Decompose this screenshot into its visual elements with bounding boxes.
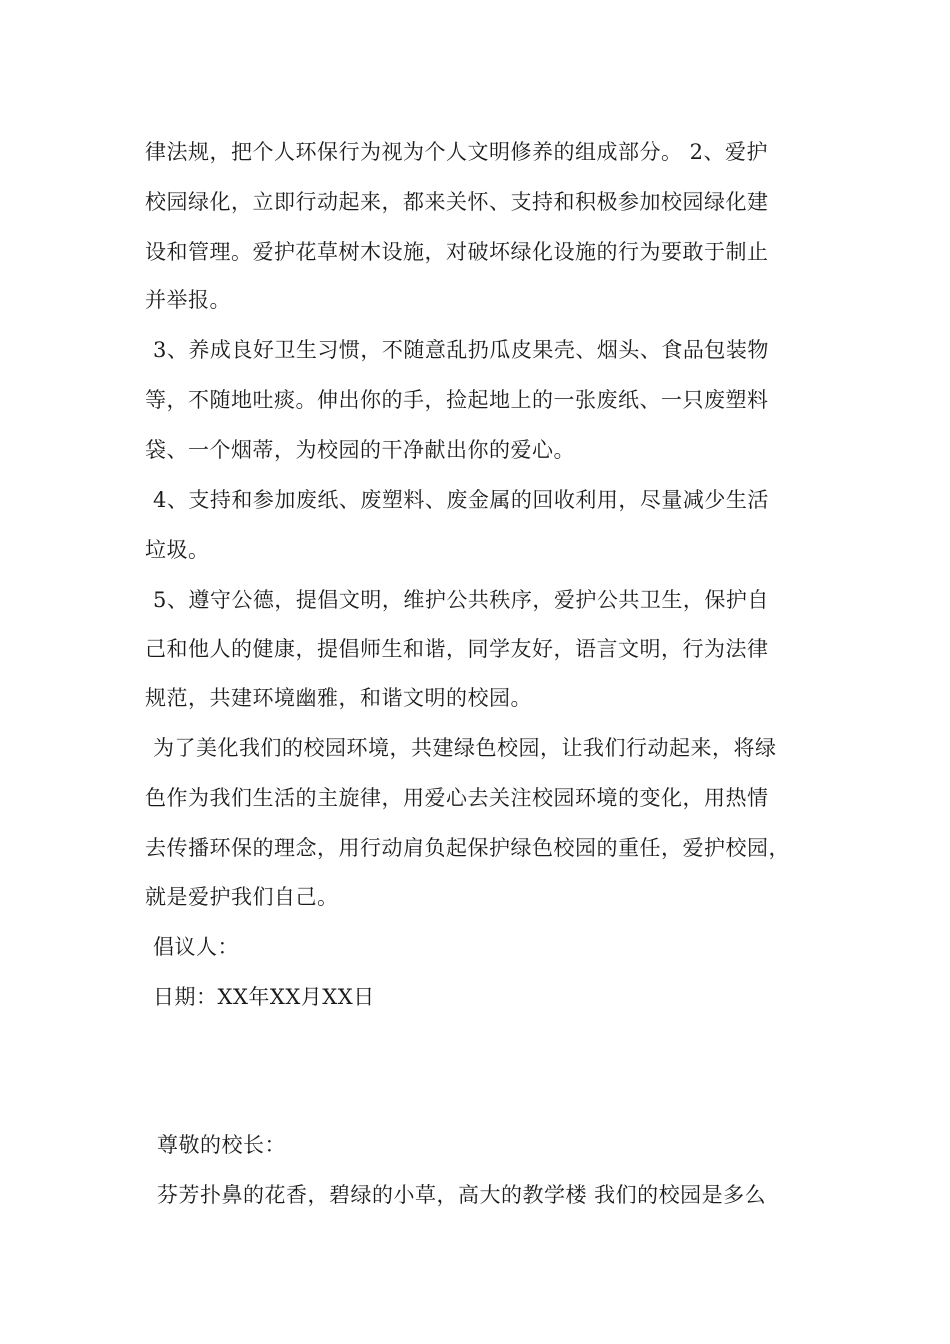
text-line: 4、支持和参加废纸、废塑料、废金属的回收利用，尽量减少生活 (153, 488, 769, 512)
text-line: 袋、一个烟蒂，为校园的干净献出你的爱心。 (145, 438, 575, 462)
text-line: 规范，共建环境幽雅，和谐文明的校园。 (145, 686, 532, 710)
text-line: 校园绿化，立即行动起来，都来关怀、支持和积极参加校园绿化建 (145, 190, 769, 214)
text-line: 3、养成良好卫生习惯，不随意乱扔瓜皮果壳、烟头、食品包装物 (153, 338, 769, 362)
signatory-label: 倡议人： (153, 935, 239, 959)
text-line: 为了美化我们的校园环境，共建绿色校园，让我们行动起来，将绿 (153, 736, 777, 760)
text-line: 己和他人的健康，提倡师生和谐，同学友好，语言文明，行为法律 (145, 637, 769, 661)
text-line: 芬芳扑鼻的花香，碧绿的小草，高大的教学楼 我们的校园是多么 (157, 1183, 767, 1207)
date-line: 日期：XX年XX月XX日 (153, 985, 375, 1009)
salutation: 尊敬的校长： (157, 1133, 286, 1157)
text-line: 设和管理。爱护花草树木设施，对破坏绿化设施的行为要敢于制止 (145, 240, 769, 264)
text-line: 垃圾。 (145, 538, 210, 562)
text-line: 等，不随地吐痰。伸出你的手，捡起地上的一张废纸、一只废塑料 (145, 388, 769, 412)
text-line: 去传播环保的理念，用行动肩负起保护绿色校园的重任，爱护校园， (145, 836, 790, 860)
text-line: 并举报。 (145, 288, 231, 312)
text-line: 就是爱护我们自己。 (145, 885, 339, 909)
text-line: 5、遵守公德，提倡文明，维护公共秩序，爱护公共卫生，保护自 (153, 588, 769, 612)
text-line: 律法规，把个人环保行为视为个人文明修养的组成部分。 2、爱护 (145, 140, 769, 164)
text-line: 色作为我们生活的主旋律，用爱心去关注校园环境的变化，用热情 (145, 786, 769, 810)
